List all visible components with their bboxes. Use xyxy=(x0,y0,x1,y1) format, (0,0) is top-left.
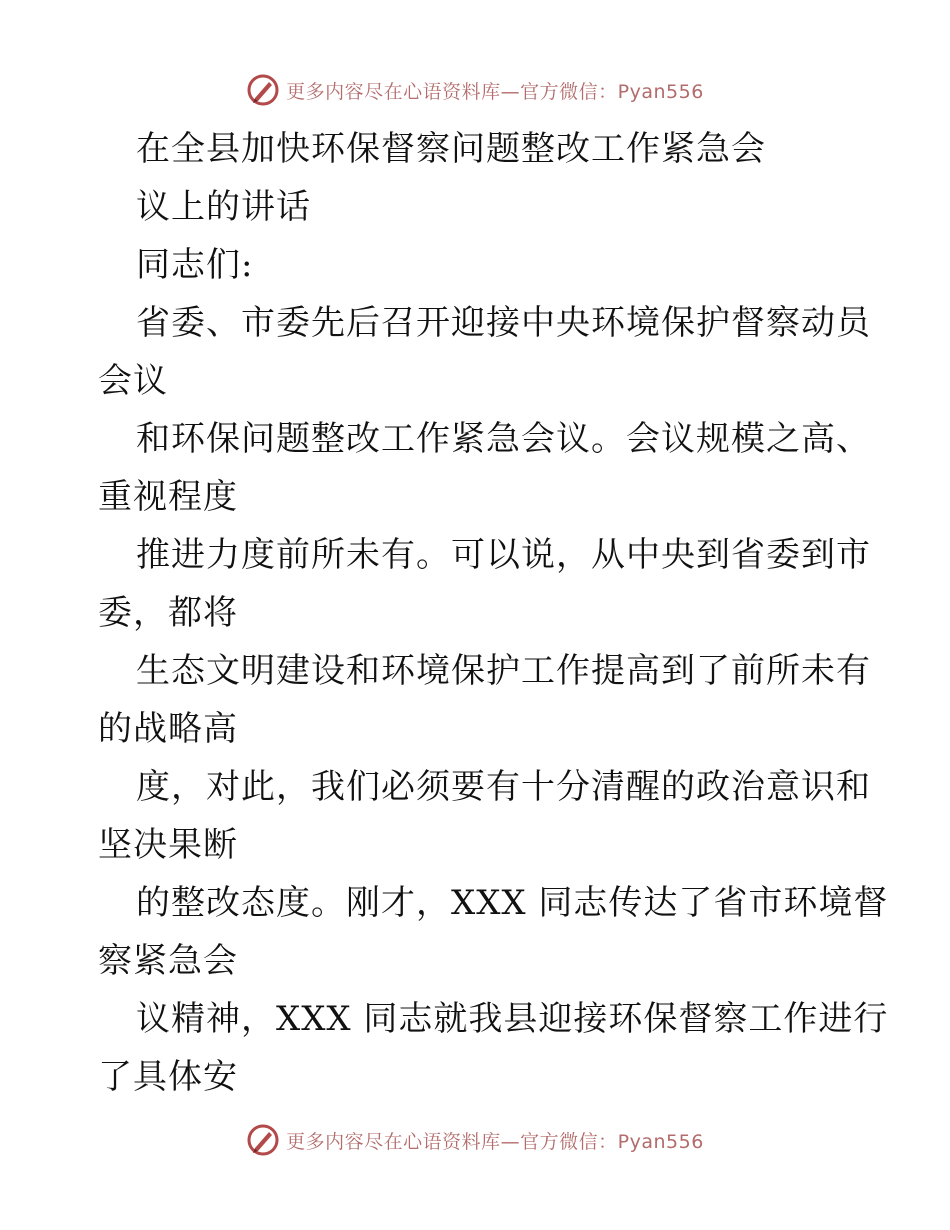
text-line: 会议 xyxy=(98,361,168,401)
text-line: 察紧急会 xyxy=(98,941,238,981)
text-line: 了具体安 xyxy=(98,1057,238,1097)
header-banner xyxy=(0,70,950,110)
document-body xyxy=(98,120,889,1106)
header-banner-text: 更多内容尽在心语资料库—官方微信：Pyan556 xyxy=(286,80,704,103)
text-line: 议上的讲话 xyxy=(136,187,311,227)
text-line: 生态文明建设和环境保护工作提高到了前所未有 xyxy=(136,651,871,691)
pen-logo-icon xyxy=(246,1123,280,1157)
text-line: 坚决果断 xyxy=(98,825,238,865)
text-line: 委，都将 xyxy=(98,593,238,633)
footer-banner xyxy=(0,1120,950,1160)
text-line: 在全县加快环保督察问题整改工作紧急会 xyxy=(136,129,766,169)
pen-logo-icon xyxy=(246,73,280,107)
text-line: 和环保问题整改工作紧急会议。会议规模之高、 xyxy=(136,419,871,459)
text-line: 重视程度 xyxy=(98,477,238,517)
text-line: 省委、市委先后召开迎接中央环境保护督察动员 xyxy=(136,303,871,343)
text-line: 推进力度前所未有。可以说，从中央到省委到市 xyxy=(136,535,871,575)
text-line: 的整改态度。刚才，XXX 同志传达了省市环境督 xyxy=(136,883,889,923)
text-line: 度，对此，我们必须要有十分清醒的政治意识和 xyxy=(136,767,871,807)
footer-banner-text: 更多内容尽在心语资料库—官方微信：Pyan556 xyxy=(286,1130,704,1153)
text-line: 的战略高 xyxy=(98,709,238,749)
text-line: 议精神，XXX 同志就我县迎接环保督察工作进行 xyxy=(136,999,889,1039)
text-line: 同志们: xyxy=(136,245,254,285)
